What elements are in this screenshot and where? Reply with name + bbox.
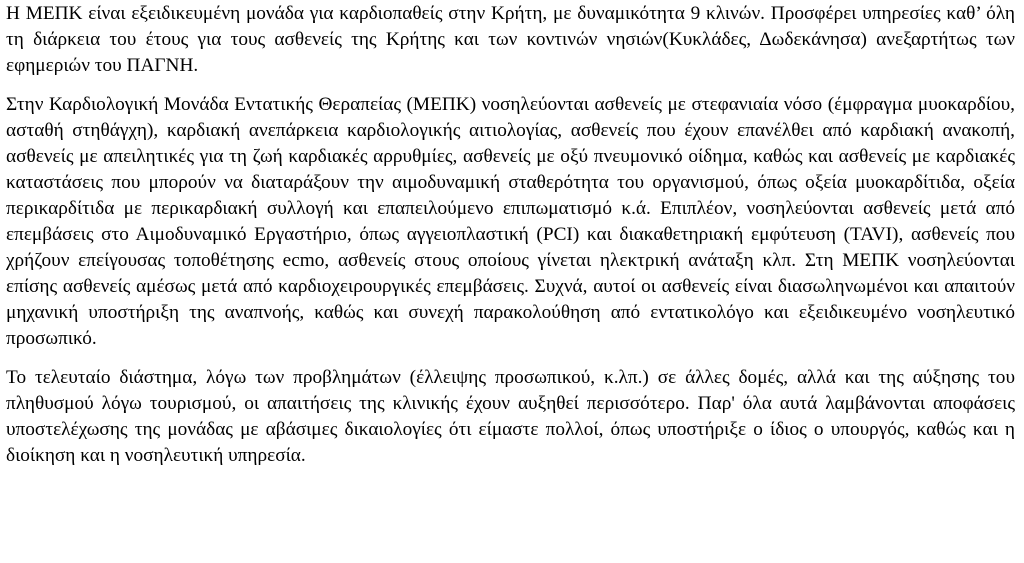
document-body [6,1,1015,469]
paragraph-patients-treated: Στην Καρδιολογική Μονάδα Εντατικής Θεραπείας (ΜΕΠΚ) νοσηλεύονται ασθενείς με στεφανιαία νόσο (έμφραγμα μυοκαρδίου, ασταθή στηθάγχη), καρδιακή ανεπάρκεια καρδιολογικής αιτιολογίας, ασθενείς που έχουν επανέλθει από καρδιακή ανακοπή, ασθενείς με απειλητικές για τη ζωή καρδιακές αρρυθμίες, ασθενείς με οξύ πνευμονικό οίδημα, καθώς και ασθενείς με καρδιακές καταστάσεις που μπορούν να διαταράξουν την αιμοδυναμική σταθερότητα του οργανισμού, όπως οξεία μυοκαρδίτιδα, οξεία περικαρδίτιδα με περικαρδιακή συλλογή και επαπειλούμενο επιπωματισμό κ.ά. Επιπλέον, νοσηλεύονται ασθενείς μετά από επεμβάσεις στο Αιμοδυναμικό Εργαστήριο, όπως αγγειοπλαστική (PCI) και διακαθετηριακή εμφύτευση (TAVI), ασθενείς που χρήζουν επείγουσας τοποθέτησης ecmo, ασθενείς στους οποίους γίνεται ηλεκτρική ανάταξη κλπ. Στη ΜΕΠΚ νοσηλεύονται επίσης ασθενείς αμέσως μετά από καρδιοχειρουργικές επεμβάσεις. Συχνά, αυτοί οι ασθενείς είναι διασωληνωμένοι και απαιτούν μηχανική υποστήριξη της αναπνοής, καθώς και συνεχή παρακολούθηση από εντατικολόγο και εξειδικευμένο νοσηλευτικό προσωπικό. [6,94,1015,349]
paragraph-staffing-concerns: Το τελευταίο διάστημα, λόγω των προβλημάτων (έλλειψης προσωπικού, κ.λπ.) σε άλλες δομές, αλλά και της αύξησης του πληθυσμού λόγω τουρισμού, οι απαιτήσεις της κλινικής έχουν αυξηθεί περισσότερο. Παρ' όλα αυτά λαμβάνονται αποφάσεις υποστελέχωσης της μονάδας με αβάσιμες δικαιολογίες ότι είμαστε πολλοί, όπως υποστήριξε ο ίδιος ο υπουργός, καθώς και η διοίκηση και η νοσηλευτική υπηρεσία. [6,367,1015,466]
paragraph-unit-overview: Η ΜΕΠΚ είναι εξειδικευμένη μονάδα για καρδιοπαθείς στην Κρήτη, με δυναμικότητα 9 κλινών. Προσφέρει υπηρεσίες καθ’ όλη τη διάρκεια του έτους για τους ασθενείς της Κρήτης και των κοντινών νησιών(Κυκλάδες, Δωδεκάνησα) ανεξαρτήτως των εφημεριών του ΠΑΓΝΗ. [6,3,1015,76]
